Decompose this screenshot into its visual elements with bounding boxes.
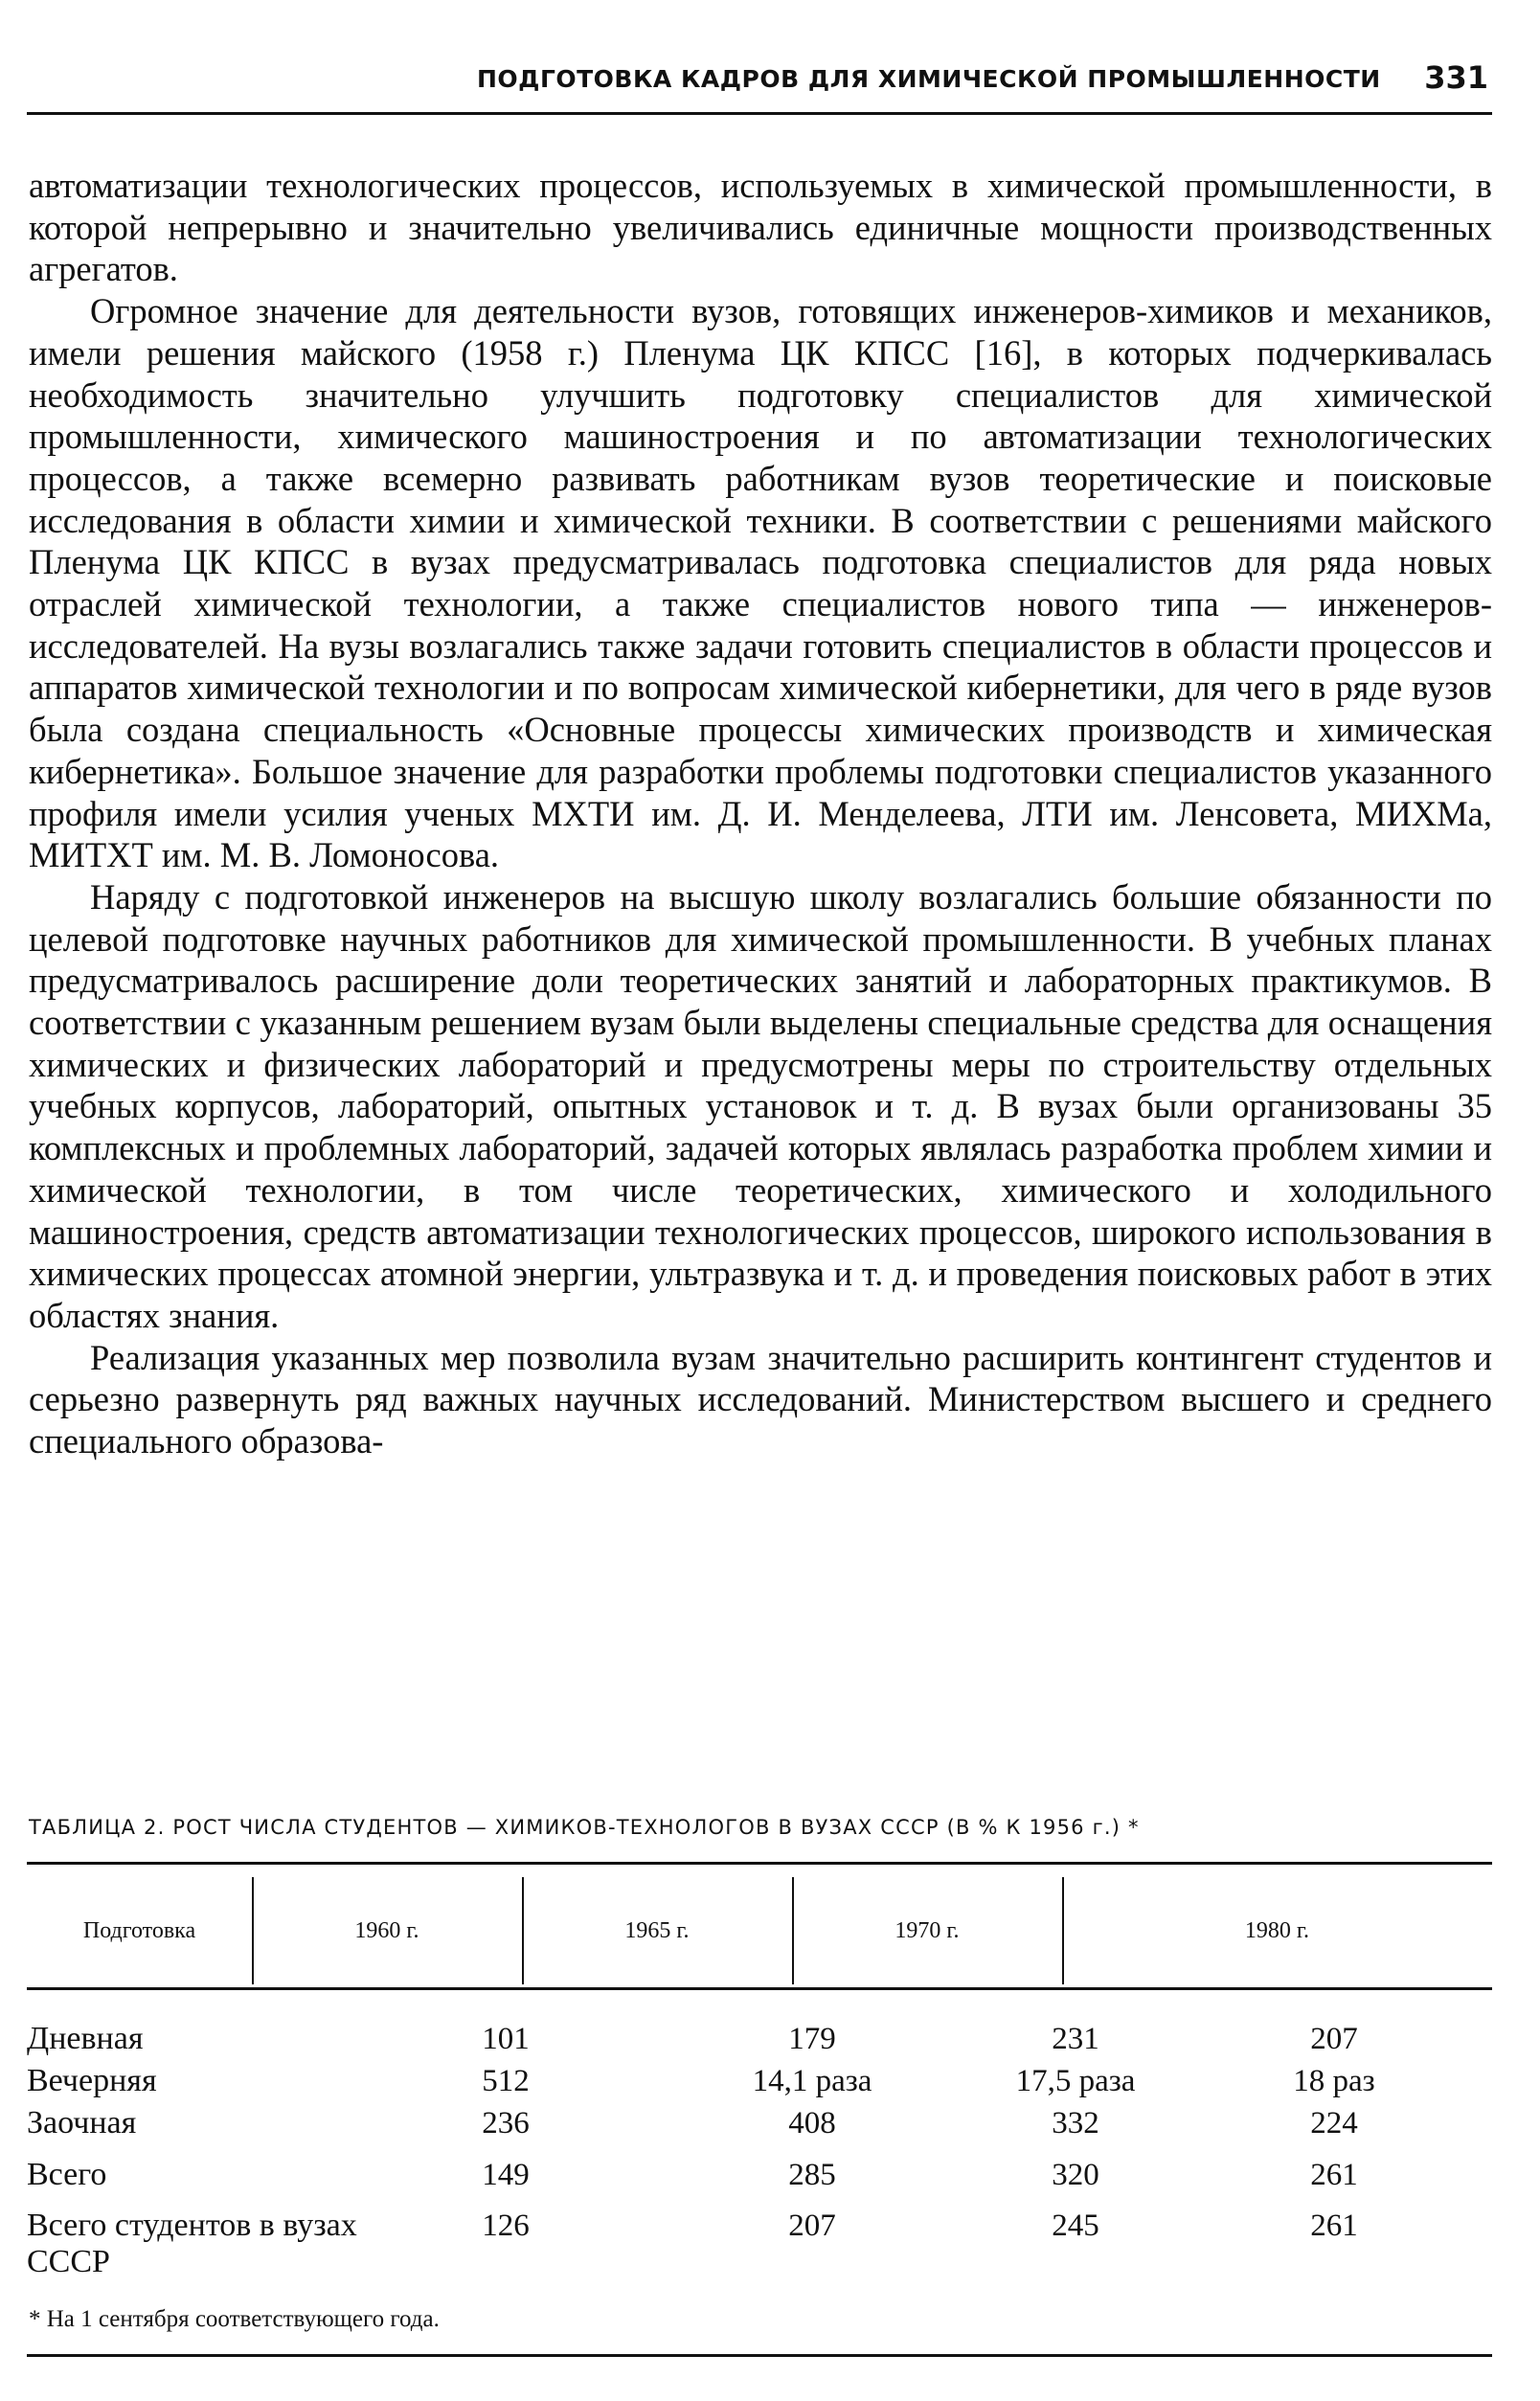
table-cell: 408 — [788, 2106, 836, 2141]
column-divider — [522, 1877, 524, 1984]
table-row — [27, 2208, 1492, 2292]
table-cell: 285 — [788, 2158, 836, 2192]
column-header: Подготовка — [82, 1917, 196, 1943]
page-number: 331 — [1424, 59, 1488, 96]
column-header: 1970 г. — [895, 1917, 960, 1943]
table-cell: 512 — [482, 2064, 530, 2098]
table-cell: 14,1 раза — [752, 2064, 872, 2098]
table-cell: 332 — [1052, 2106, 1099, 2141]
page-header — [27, 57, 1492, 115]
row-label: Вечерняя — [27, 2063, 157, 2098]
paragraph-continued: автоматизации технологических процессов, используемых в химической промышленности, в которой непрерывно и значительно увеличивались единичные мощности производственных агрегатов. — [29, 166, 1492, 289]
table-row — [27, 2021, 1492, 2069]
table-cell: 207 — [788, 2208, 836, 2243]
column-header: 1965 г. — [624, 1917, 690, 1943]
row-label: Заочная — [27, 2105, 137, 2141]
table-cell: 17,5 раза — [1015, 2064, 1136, 2098]
body-text — [29, 165, 1492, 1462]
table-cell: 18 раз — [1293, 2064, 1375, 2098]
column-divider — [792, 1877, 794, 1984]
table-row — [27, 2157, 1492, 2205]
column-header: 1980 г. — [1244, 1917, 1310, 1943]
table-cell: 207 — [1310, 2022, 1358, 2056]
column-divider — [252, 1877, 254, 1984]
column-divider — [1062, 1877, 1064, 1984]
table-row — [27, 2063, 1492, 2111]
paragraph: Реализация указанных мер позволила вузам значительно расширить контингент студентов и серьезно развернуть ряд важных научных исследований. Министерством высшего и среднего специального образова- — [29, 1337, 1492, 1461]
table-footnote: * На 1 сентября соответствующего года. — [29, 2306, 440, 2332]
table-cell: 261 — [1310, 2208, 1358, 2243]
table-cell: 261 — [1310, 2158, 1358, 2192]
table-cell: 320 — [1052, 2158, 1099, 2192]
table-top-rule — [27, 1862, 1492, 1865]
paragraph: Огромное значение для деятельности вузов, готовящих инженеров-химиков и механиков, имели решения майского (1958 г.) Пленума ЦК КПСС [16], в которых подчеркивалась необходимость значительно улучшить подготовку специалистов для химической промышленности, химического машиностроения и по автоматизации технологических процессов, а также всемерно развивать работникам вузов теоретические и поисковые исследования в области химии и химической техники. В соответствии с решениями майского Пленума ЦК КПСС в вузах предусматривалась подготовка специалистов для ряда новых отраслей химической технологии, а также специалистов нового типа — инженеров-исследователей. На вузы возлагались также задачи готовить специалистов в области процессов и аппаратов химической технологии и по вопросам химической кибернетики, для чего в ряде вузов была создана специальность «Основные процессы химических производств и химическая кибернетика». Большое значение для разработки проблемы подготовки специалистов указанного профиля имели усилия ученых МХТИ им. Д. И. Менделеева, ЛТИ им. Ленсовета, МИХМа, МИТХТ им. М. В. Ломоносова. — [29, 291, 1492, 875]
table-cell: 149 — [482, 2158, 530, 2192]
table-cell: 245 — [1052, 2208, 1099, 2243]
table-caption: ТАБЛИЦА 2. РОСТ ЧИСЛА СТУДЕНТОВ — ХИМИКОВ-ТЕХНОЛОГОВ В ВУЗАХ СССР (В % К 1956 г.) * — [29, 1816, 1140, 1839]
table-cell: 101 — [482, 2022, 530, 2056]
column-header: 1960 г. — [354, 1917, 419, 1943]
table-cell: 179 — [788, 2022, 836, 2056]
table-header-row — [27, 1877, 1492, 1984]
paragraph: Наряду с подготовкой инженеров на высшую школу возлагались большие обязанности по целевой подготовке научных работников для химической промышленности. В учебных планах предусматривалось расширение доли теоретических занятий и лабораторных практикумов. В соответствии с указанным решением вузам были выделены специальные средства для оснащения химических и физических лабораторий и предусмотрены меры по строительству отдельных учебных корпусов, лабораторий, опытных установок и т. д. В вузах были организованы 35 комплексных и проблемных лабораторий, задачей которых являлась разработка проблем химии и химической технологии, в том числе теоретических, химического и холодильного машиностроения, средств автоматизации технологических процессов, широкого использования в химических процессах атомной энергии, ультразвука и т. д. и проведения поисковых работ в этих областях знания. — [29, 876, 1492, 1335]
row-label: Всего студентов в вузах СССР — [27, 2208, 357, 2279]
bottom-rule — [27, 2354, 1492, 2357]
header-rule — [27, 112, 1492, 115]
table-cell: 126 — [482, 2208, 530, 2243]
table-header-rule — [27, 1987, 1492, 1990]
table-cell: 236 — [482, 2106, 530, 2141]
row-label: Дневная — [27, 2021, 144, 2056]
table-cell: 231 — [1052, 2022, 1099, 2056]
table-cell: 224 — [1310, 2106, 1358, 2141]
table-row — [27, 2105, 1492, 2153]
row-label: Всего — [27, 2157, 107, 2192]
running-title: ПОДГОТОВКА КАДРОВ ДЛЯ ХИМИЧЕСКОЙ ПРОМЫШЛЕННОСТИ — [477, 65, 1381, 93]
